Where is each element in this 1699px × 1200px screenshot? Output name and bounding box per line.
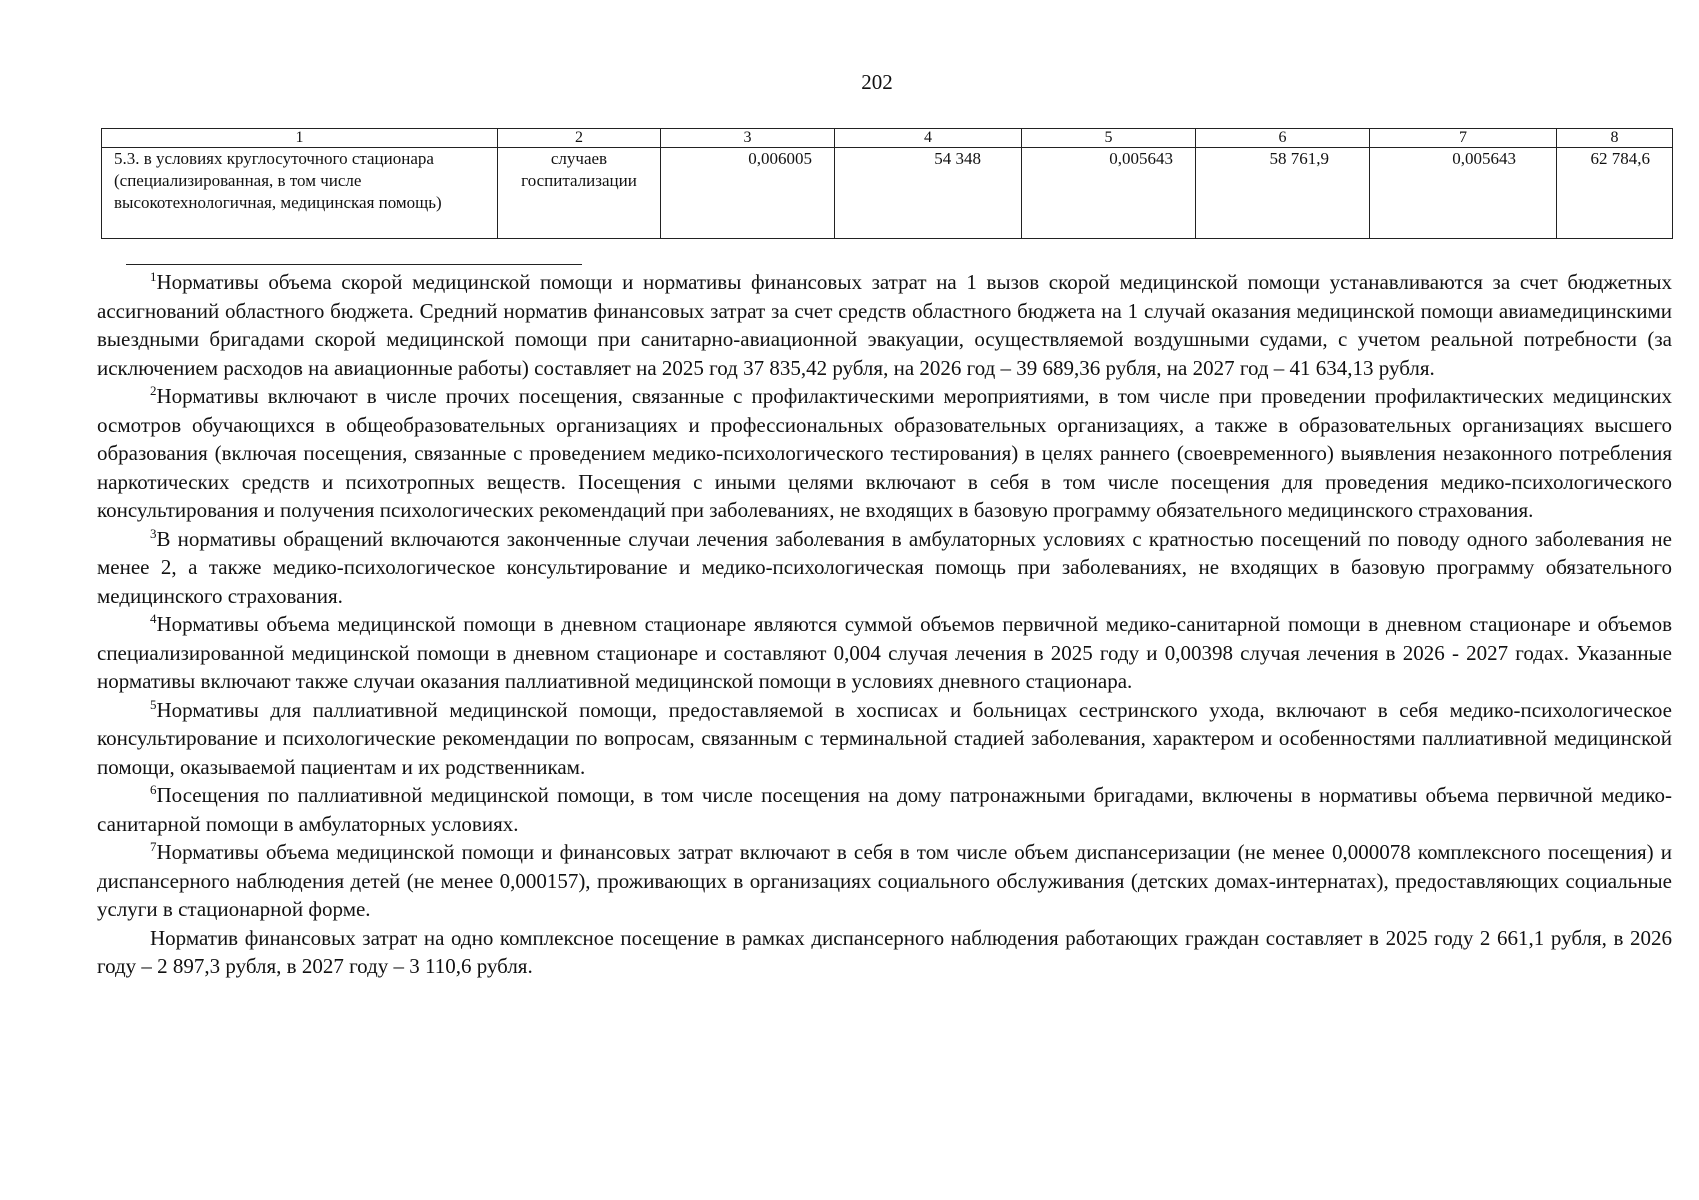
footnote-mark: 1 bbox=[150, 269, 157, 284]
footnote-mark: 3 bbox=[150, 525, 157, 541]
column-number-5: 5 bbox=[1022, 129, 1196, 148]
column-number-7: 7 bbox=[1370, 129, 1557, 148]
row-value-col6: 58 761,9 bbox=[1196, 148, 1370, 239]
column-number-4: 4 bbox=[835, 129, 1022, 148]
footnote-4 bbox=[97, 610, 1672, 696]
row-value-col8: 62 784,6 bbox=[1557, 148, 1673, 239]
footnote-text: Посещения по паллиативной медицинской помощи, в том числе посещения на дому патронажными бригадами, включены в нормативы объема первичной медико-санитарной помощи в амбулаторных условиях. bbox=[97, 783, 1672, 836]
row-name-cell: 5.3. в условиях круглосуточного стационара (специализированная, в том числе высокотехнологичная, медицинская помощь) bbox=[102, 148, 498, 239]
footnote-text: Нормативы объема скорой медицинской помощи и нормативы финансовых затрат на 1 вызов скорой медицинской помощи устанавливаются за счет бюджетных ассигнований областного бюджета. Средний норматив финансовых затрат за счет средств областного бюджета на 1 случай оказания медицинской помощи авиамедицинскими выездными бригадами скорой медицинской помощи при санитарно-авиационной эвакуации, осуществляемой воздушными судами, с учетом реальной потребности (за исключением расходов на авиационные работы) составляет на 2025 год 37 835,42 рубля, на 2026 год – 39 689,36 рубля, на 2027 год – 41 634,13 рубля. bbox=[97, 270, 1672, 380]
column-number-2: 2 bbox=[498, 129, 661, 148]
footnote-mark: 6 bbox=[150, 782, 157, 797]
footnote-1 bbox=[97, 268, 1672, 382]
row-value-col3: 0,006005 bbox=[661, 148, 835, 239]
footnote-text: В нормативы обращений включаются законченные случаи лечения заболевания в амбулаторных условиях с кратностью посещений по поводу одного заболевания не менее 2, а также медико-психологическое консультирование и медико-психологическая помощь при заболеваниях, не входящих в базовую программу обязательного медицинского страхования. bbox=[97, 526, 1672, 608]
footnote-7-continuation bbox=[97, 924, 1672, 981]
footnote-mark: 5 bbox=[150, 696, 157, 712]
footnote-text: Нормативы включают в числе прочих посещения, связанные с профилактическими мероприятиями, в том числе при проведении профилактических медицинских осмотров обучающихся в общеобразовательных организациях и профессиональных образовательных организациях, а также в образовательных организациях высшего образования (включая посещения, связанные с проведением медико-психологического тестирования) в целях раннего (своевременного) выявления незаконного потребления наркотических средств и психотропных веществ. Посещения с иными целями включают в себя в том числе посещения для проведения медико-психологического консультирования и получения психологических рекомендаций при заболеваниях, не входящих в базовую программу обязательного медицинского страхования. bbox=[97, 384, 1672, 522]
footnote-text: Норматив финансовых затрат на одно комплексное посещение в рамках диспансерного наблюдения работающих граждан составляет в 2025 году 2 661,1 рубля, в 2026 году – 2 897,3 рубля, в 2027 году – 3 110,6 рубля. bbox=[97, 925, 1672, 978]
footnote-mark: 4 bbox=[150, 611, 157, 626]
footnote-separator bbox=[126, 264, 582, 265]
footnote-6 bbox=[97, 781, 1672, 838]
footnote-mark: 2 bbox=[150, 383, 157, 398]
page-number: 202 bbox=[861, 70, 893, 94]
column-number-3: 3 bbox=[661, 129, 835, 148]
footnote-7 bbox=[97, 838, 1672, 924]
row-value-col4: 54 348 bbox=[835, 148, 1022, 239]
footnote-2 bbox=[97, 382, 1672, 525]
footnote-text: Нормативы для паллиативной медицинской помощи, предоставляемой в хосписах и больницах сестринского ухода, включают в себя медико-психологическое консультирование и психологические рекомендации по вопросам, связанным с терминальной стадией заболевания, характером и особенностями паллиативной медицинской помощи, оказываемой пациентам и их родственникам. bbox=[97, 697, 1672, 779]
row-value-col5: 0,005643 bbox=[1022, 148, 1196, 239]
footnotes-section bbox=[97, 268, 1672, 981]
footnote-mark: 7 bbox=[150, 839, 157, 854]
footnote-text: Нормативы объема медицинской помощи и финансовых затрат включают в себя в том числе объем диспансеризации (не менее 0,000078 комплексного посещения) и диспансерного наблюдения детей (не менее 0,000157), проживающих в организациях социального обслуживания (детских домах-интернатах), предоставляющих социальные услуги в стационарной форме. bbox=[97, 840, 1672, 921]
table-row bbox=[102, 148, 1673, 239]
row-value-col7: 0,005643 bbox=[1370, 148, 1557, 239]
column-number-8: 8 bbox=[1557, 129, 1673, 148]
footnote-5 bbox=[97, 696, 1672, 782]
column-number-6: 6 bbox=[1196, 129, 1370, 148]
row-unit-cell: случаев госпитализации bbox=[498, 148, 661, 239]
column-number-1: 1 bbox=[102, 129, 498, 148]
footnote-text: Нормативы объема медицинской помощи в дневном стационаре являются суммой объемов первичной медико-санитарной помощи в дневном стационаре и объемов специализированной медицинской помощи в дневном стационаре и составляют 0,004 случая лечения в 2025 году и 0,00398 случая лечения в 2026 - 2027 годах. Указанные нормативы включают также случаи оказания паллиативной медицинской помощи в условиях дневного стационара. bbox=[97, 612, 1672, 693]
standards-table bbox=[101, 128, 1673, 239]
table-header-row bbox=[102, 129, 1673, 148]
footnote-3 bbox=[97, 525, 1672, 611]
